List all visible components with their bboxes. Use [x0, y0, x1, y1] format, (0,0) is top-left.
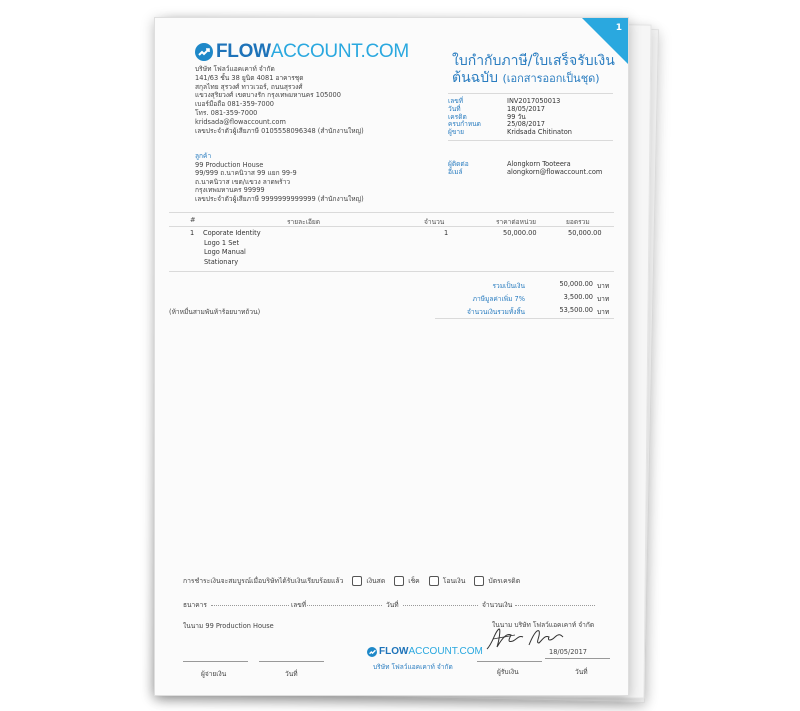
divider — [448, 140, 613, 141]
footer-logo-flow: FLOW — [379, 646, 409, 657]
col-header-description: รายละเอียด — [287, 218, 321, 226]
footer-logo-rest: ACCOUNT.COM — [408, 646, 483, 657]
customer-name: 99 Production House — [195, 160, 264, 169]
table-bottom-border — [169, 271, 614, 272]
document-title-note: (เอกสารออกเป็นชุด) — [502, 72, 600, 85]
company-taxid: เลขประจำตัวผู้เสียภาษี 0105558096348 (สำนักงานใหญ่) — [195, 126, 364, 135]
logo-rest-text: ACCOUNT.COM — [270, 41, 409, 62]
contact-info — [448, 161, 602, 177]
payment-option-transfer[interactable] — [429, 575, 466, 586]
footer-company-name: บริษัท โฟลว์แอคเคาท์ จำกัด — [373, 663, 453, 671]
item-subline: Stationary — [204, 257, 239, 266]
amount-in-words: (ห้าหมื่นสามพันห้าร้อยบาทถ้วน) — [169, 308, 261, 316]
item-subline: Logo 1 Set — [204, 238, 240, 247]
item-subline: Logo Manual — [204, 248, 246, 257]
payment-amount-label: จำนวนเงิน — [482, 601, 513, 609]
vat-value: 3,500.00 — [563, 293, 593, 301]
grand-total-value: 53,500.00 — [559, 306, 593, 314]
subtotal-currency: บาท — [597, 282, 610, 290]
checkbox-icon — [429, 576, 439, 586]
page-number: 1 — [615, 23, 622, 33]
payment-option-label: เช็ค — [408, 577, 420, 585]
row-total: 50,000.00 — [568, 229, 602, 237]
document-title-line1: ใบกำกับภาษี/ใบเสร็จรับเงิน — [452, 53, 615, 69]
company-phone: โทร. 081-359-7000 — [195, 108, 258, 117]
row-number: 1 — [190, 229, 195, 237]
row-unit-price: 50,000.00 — [503, 229, 537, 237]
checkbox-icon — [394, 576, 404, 586]
logo-flow-text: FLOW — [216, 41, 271, 62]
col-header-qty: จำนวน — [424, 218, 445, 226]
customer-address-line: กรุงเทพมหานคร 99999 — [195, 186, 265, 195]
contact-label: อีเมล์ — [448, 167, 463, 176]
row-description — [203, 229, 261, 267]
document-title — [452, 53, 615, 87]
item-title: Coporate Identity — [203, 229, 261, 237]
contact-label: ผู้ติดต่อ — [448, 160, 469, 168]
divider — [448, 93, 613, 94]
vat-label: ภาษีมูลค่าเพิ่ม 7% — [472, 295, 525, 303]
meta-value: 99 วัน — [507, 112, 526, 121]
meta-value: 25/08/2017 — [507, 120, 546, 129]
payment-option-label: บัตรเครดิต — [488, 577, 521, 585]
signature-line — [183, 661, 248, 662]
checkbox-icon — [474, 576, 484, 586]
customer-info — [195, 152, 364, 204]
meta-row — [448, 129, 572, 137]
payer-label: ผู้จ่ายเงิน — [201, 670, 227, 678]
bank-field[interactable] — [211, 605, 289, 606]
vat-currency: บาท — [597, 295, 610, 303]
receiver-date-label: วันที่ — [575, 668, 588, 676]
payment-option-cheque[interactable] — [394, 575, 419, 586]
company-address-line: สกุลไทย สุรวงศ์ ทาวเวอร์, ถนนสุรวงศ์ — [195, 82, 303, 91]
col-header-total: ยอดรวม — [566, 218, 590, 226]
payment-date-label: วันที่ — [386, 601, 399, 609]
meta-label: ผู้ขาย — [448, 128, 464, 137]
payment-prompt: การชำระเงินจะสมบูรณ์เมื่อบริษัทได้รับเงินเรียบร้อยแล้ว — [183, 577, 344, 585]
table-header-border — [169, 226, 614, 227]
document-title-line2: ต้นฉบับ — [452, 70, 498, 86]
row-qty: 1 — [444, 229, 449, 237]
bank-label: ธนาคาร — [183, 601, 207, 609]
company-name: บริษัท โฟลว์แอคเคาท์ จำกัด — [195, 65, 275, 73]
customer-label: ลูกค้า — [195, 152, 212, 160]
signature-line — [259, 661, 324, 662]
payment-option-credit-card[interactable] — [474, 575, 520, 586]
customer-address-line: 99/999 ถ.นาคนิวาส 99 แยก 99-9 — [195, 169, 297, 178]
payment-option-label: เงินสด — [366, 577, 386, 585]
customer-taxid: เลขประจำตัวผู้เสียภาษี 9999999999999 (สำนักงานใหญ่) — [195, 194, 364, 203]
divider — [435, 318, 614, 319]
meta-label: เครดิต — [448, 112, 467, 121]
meta-value: INV2017050013 — [507, 97, 561, 105]
trend-arrow-icon — [367, 647, 377, 657]
subtotal-value: 50,000.00 — [559, 280, 593, 288]
document-meta — [448, 98, 572, 137]
checkbox-icon — [352, 576, 362, 586]
meta-value: 18/05/2017 — [507, 104, 546, 113]
meta-value: Kridsada Chitinaton — [507, 128, 572, 137]
payment-amount-field[interactable] — [515, 605, 595, 606]
company-logo — [195, 41, 409, 63]
meta-label: วันที่ — [448, 104, 461, 113]
payment-method — [183, 575, 520, 586]
payment-date-field[interactable] — [403, 605, 478, 606]
cheque-number-label: เลขที่ — [291, 601, 307, 609]
col-header-unit-price: ราคาต่อหน่วย — [496, 218, 537, 226]
company-info — [195, 65, 364, 135]
contact-value: alongkorn@flowaccount.com — [507, 167, 603, 176]
signature-date: 18/05/2017 — [549, 648, 588, 656]
signature-line — [477, 661, 542, 662]
col-header-no: # — [190, 216, 196, 224]
subtotal-label: รวมเป็นเงิน — [492, 282, 525, 290]
payer-date-label: วันที่ — [285, 670, 298, 678]
meta-label: เลขที่ — [448, 97, 464, 105]
customer-address-line: ถ.นาคนิวาส เขต/แขวง ลาดพร้าว — [195, 177, 291, 186]
contact-value: Alongkorn Tooteera — [507, 160, 571, 168]
company-on-behalf: ในนาม บริษัท โฟลว์แอคเคาท์ จำกัด — [492, 621, 595, 629]
payment-option-label: โอนเงิน — [442, 577, 466, 585]
signature-line — [545, 658, 610, 659]
table-top-border — [169, 212, 614, 213]
grand-total-label: จำนวนเงินรวมทั้งสิ้น — [467, 308, 525, 316]
company-address-line: 141/63 ชั้น 38 ยูนิต 4081 อาคารชุด — [195, 73, 304, 82]
company-mobile: เบอร์มือถือ 081-359-7000 — [195, 100, 275, 109]
invoice-page — [154, 17, 629, 696]
contact-row — [448, 169, 602, 177]
trend-arrow-icon — [195, 43, 213, 61]
meta-label: ครบกำหนด — [448, 120, 481, 129]
footer-logo — [367, 646, 483, 657]
customer-on-behalf: ในนาม 99 Production House — [183, 622, 274, 630]
company-email: kridsada@flowaccount.com — [195, 117, 286, 126]
grand-total-currency: บาท — [597, 308, 610, 316]
company-address-line: แขวงสุริยวงศ์ เขตบางรัก กรุงเทพมหานคร 105000 — [195, 91, 341, 100]
receiver-label: ผู้รับเงิน — [497, 668, 519, 676]
cheque-number-field[interactable] — [307, 605, 382, 606]
payment-option-cash[interactable] — [352, 575, 385, 586]
